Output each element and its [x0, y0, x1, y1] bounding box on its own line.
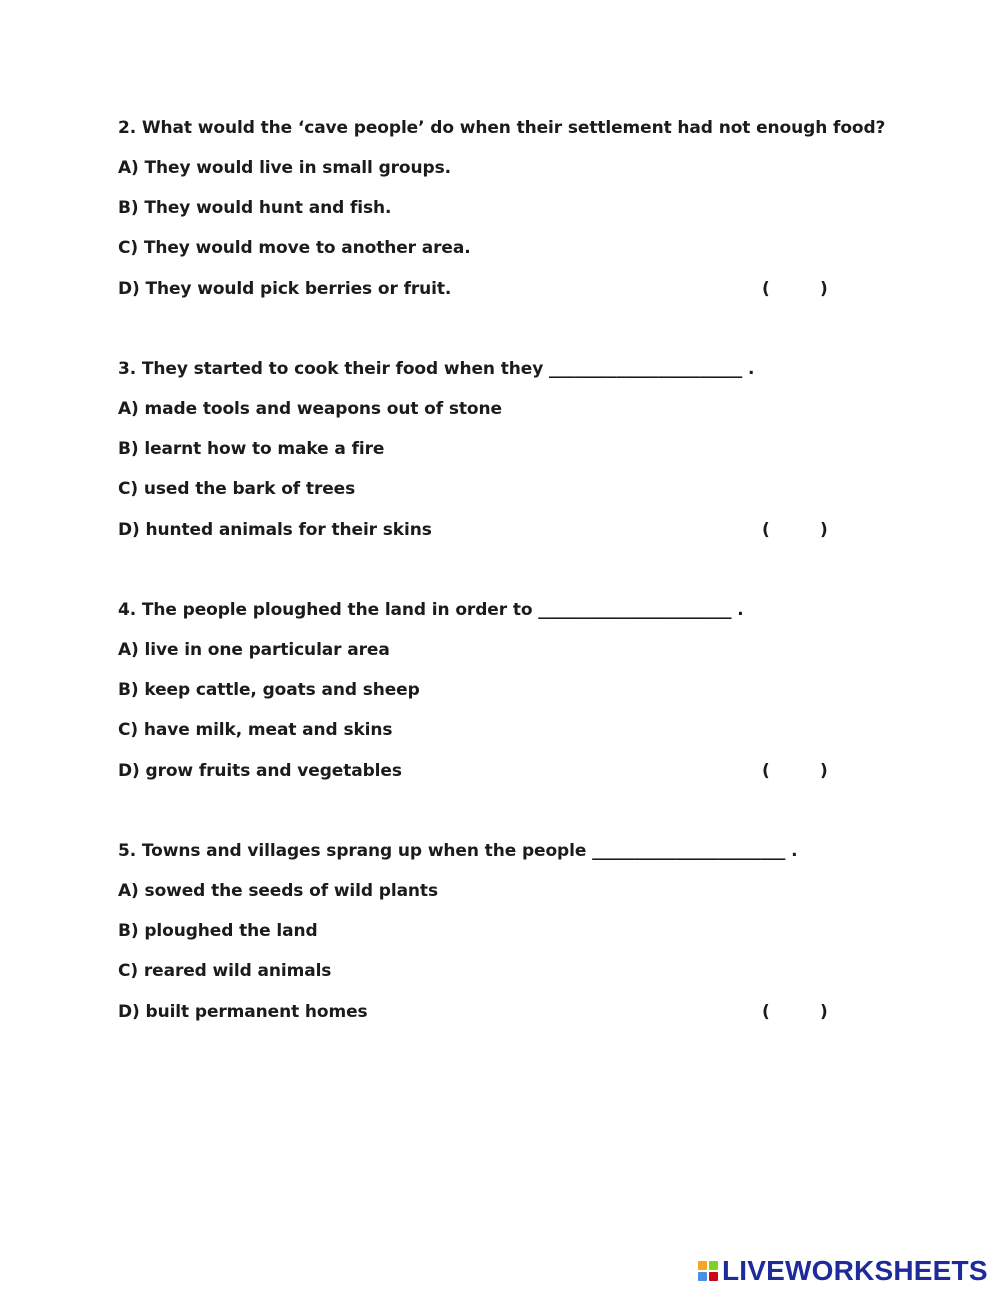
question-4-option-a: A) live in one particular area	[118, 640, 390, 660]
logo-square-2	[709, 1261, 718, 1270]
question-3-option-c: C) used the bark of trees	[118, 479, 356, 499]
question-4-option-c: C) have milk, meat and skins	[118, 720, 393, 740]
question-2-answer-close-paren: )	[820, 279, 828, 299]
question-5-option-d: D) built permanent homes	[118, 1002, 368, 1022]
question-5-option-b: B) ploughed the land	[118, 921, 318, 941]
liveworksheets-logo-text: LIVEWORKSHEETS	[722, 1255, 988, 1286]
question-3-option-a: A) made tools and weapons out of stone	[118, 399, 502, 419]
question-5-answer-open-paren: (	[762, 1002, 770, 1022]
question-2-option-a: A) They would live in small groups.	[118, 158, 451, 178]
question-3-option-d: D) hunted animals for their skins	[118, 520, 432, 540]
logo-square-3	[698, 1272, 707, 1281]
liveworksheets-logo[interactable]	[698, 1256, 988, 1286]
question-4-answer-open-paren: (	[762, 761, 770, 781]
logo-square-4	[709, 1272, 718, 1281]
question-3-option-b: B) learnt how to make a fire	[118, 439, 385, 459]
question-3-answer-open-paren: (	[762, 520, 770, 540]
question-4-stem: 4. The people ploughed the land in order to _______________________ .	[118, 600, 744, 620]
question-4-option-d: D) grow fruits and vegetables	[118, 761, 402, 781]
question-4-answer-close-paren: )	[820, 761, 828, 781]
question-4-option-b: B) keep cattle, goats and sheep	[118, 680, 420, 700]
question-2-option-b: B) They would hunt and fish.	[118, 198, 392, 218]
question-5-option-c: C) reared wild animals	[118, 961, 332, 981]
question-2-answer-open-paren: (	[762, 279, 770, 299]
question-3-answer-close-paren: )	[820, 520, 828, 540]
question-5-answer-close-paren: )	[820, 1002, 828, 1022]
liveworksheets-logo-icon	[698, 1261, 718, 1281]
question-2-option-d: D) They would pick berries or fruit.	[118, 279, 452, 299]
logo-square-1	[698, 1261, 707, 1270]
question-5-option-a: A) sowed the seeds of wild plants	[118, 881, 438, 901]
question-5-stem: 5. Towns and villages sprang up when the people _______________________ .	[118, 841, 798, 861]
question-2-stem: 2. What would the ‘cave people’ do when their settlement had not enough food?	[118, 118, 886, 138]
question-3-stem: 3. They started to cook their food when they _______________________ .	[118, 359, 755, 379]
question-2-option-c: C) They would move to another area.	[118, 238, 471, 258]
